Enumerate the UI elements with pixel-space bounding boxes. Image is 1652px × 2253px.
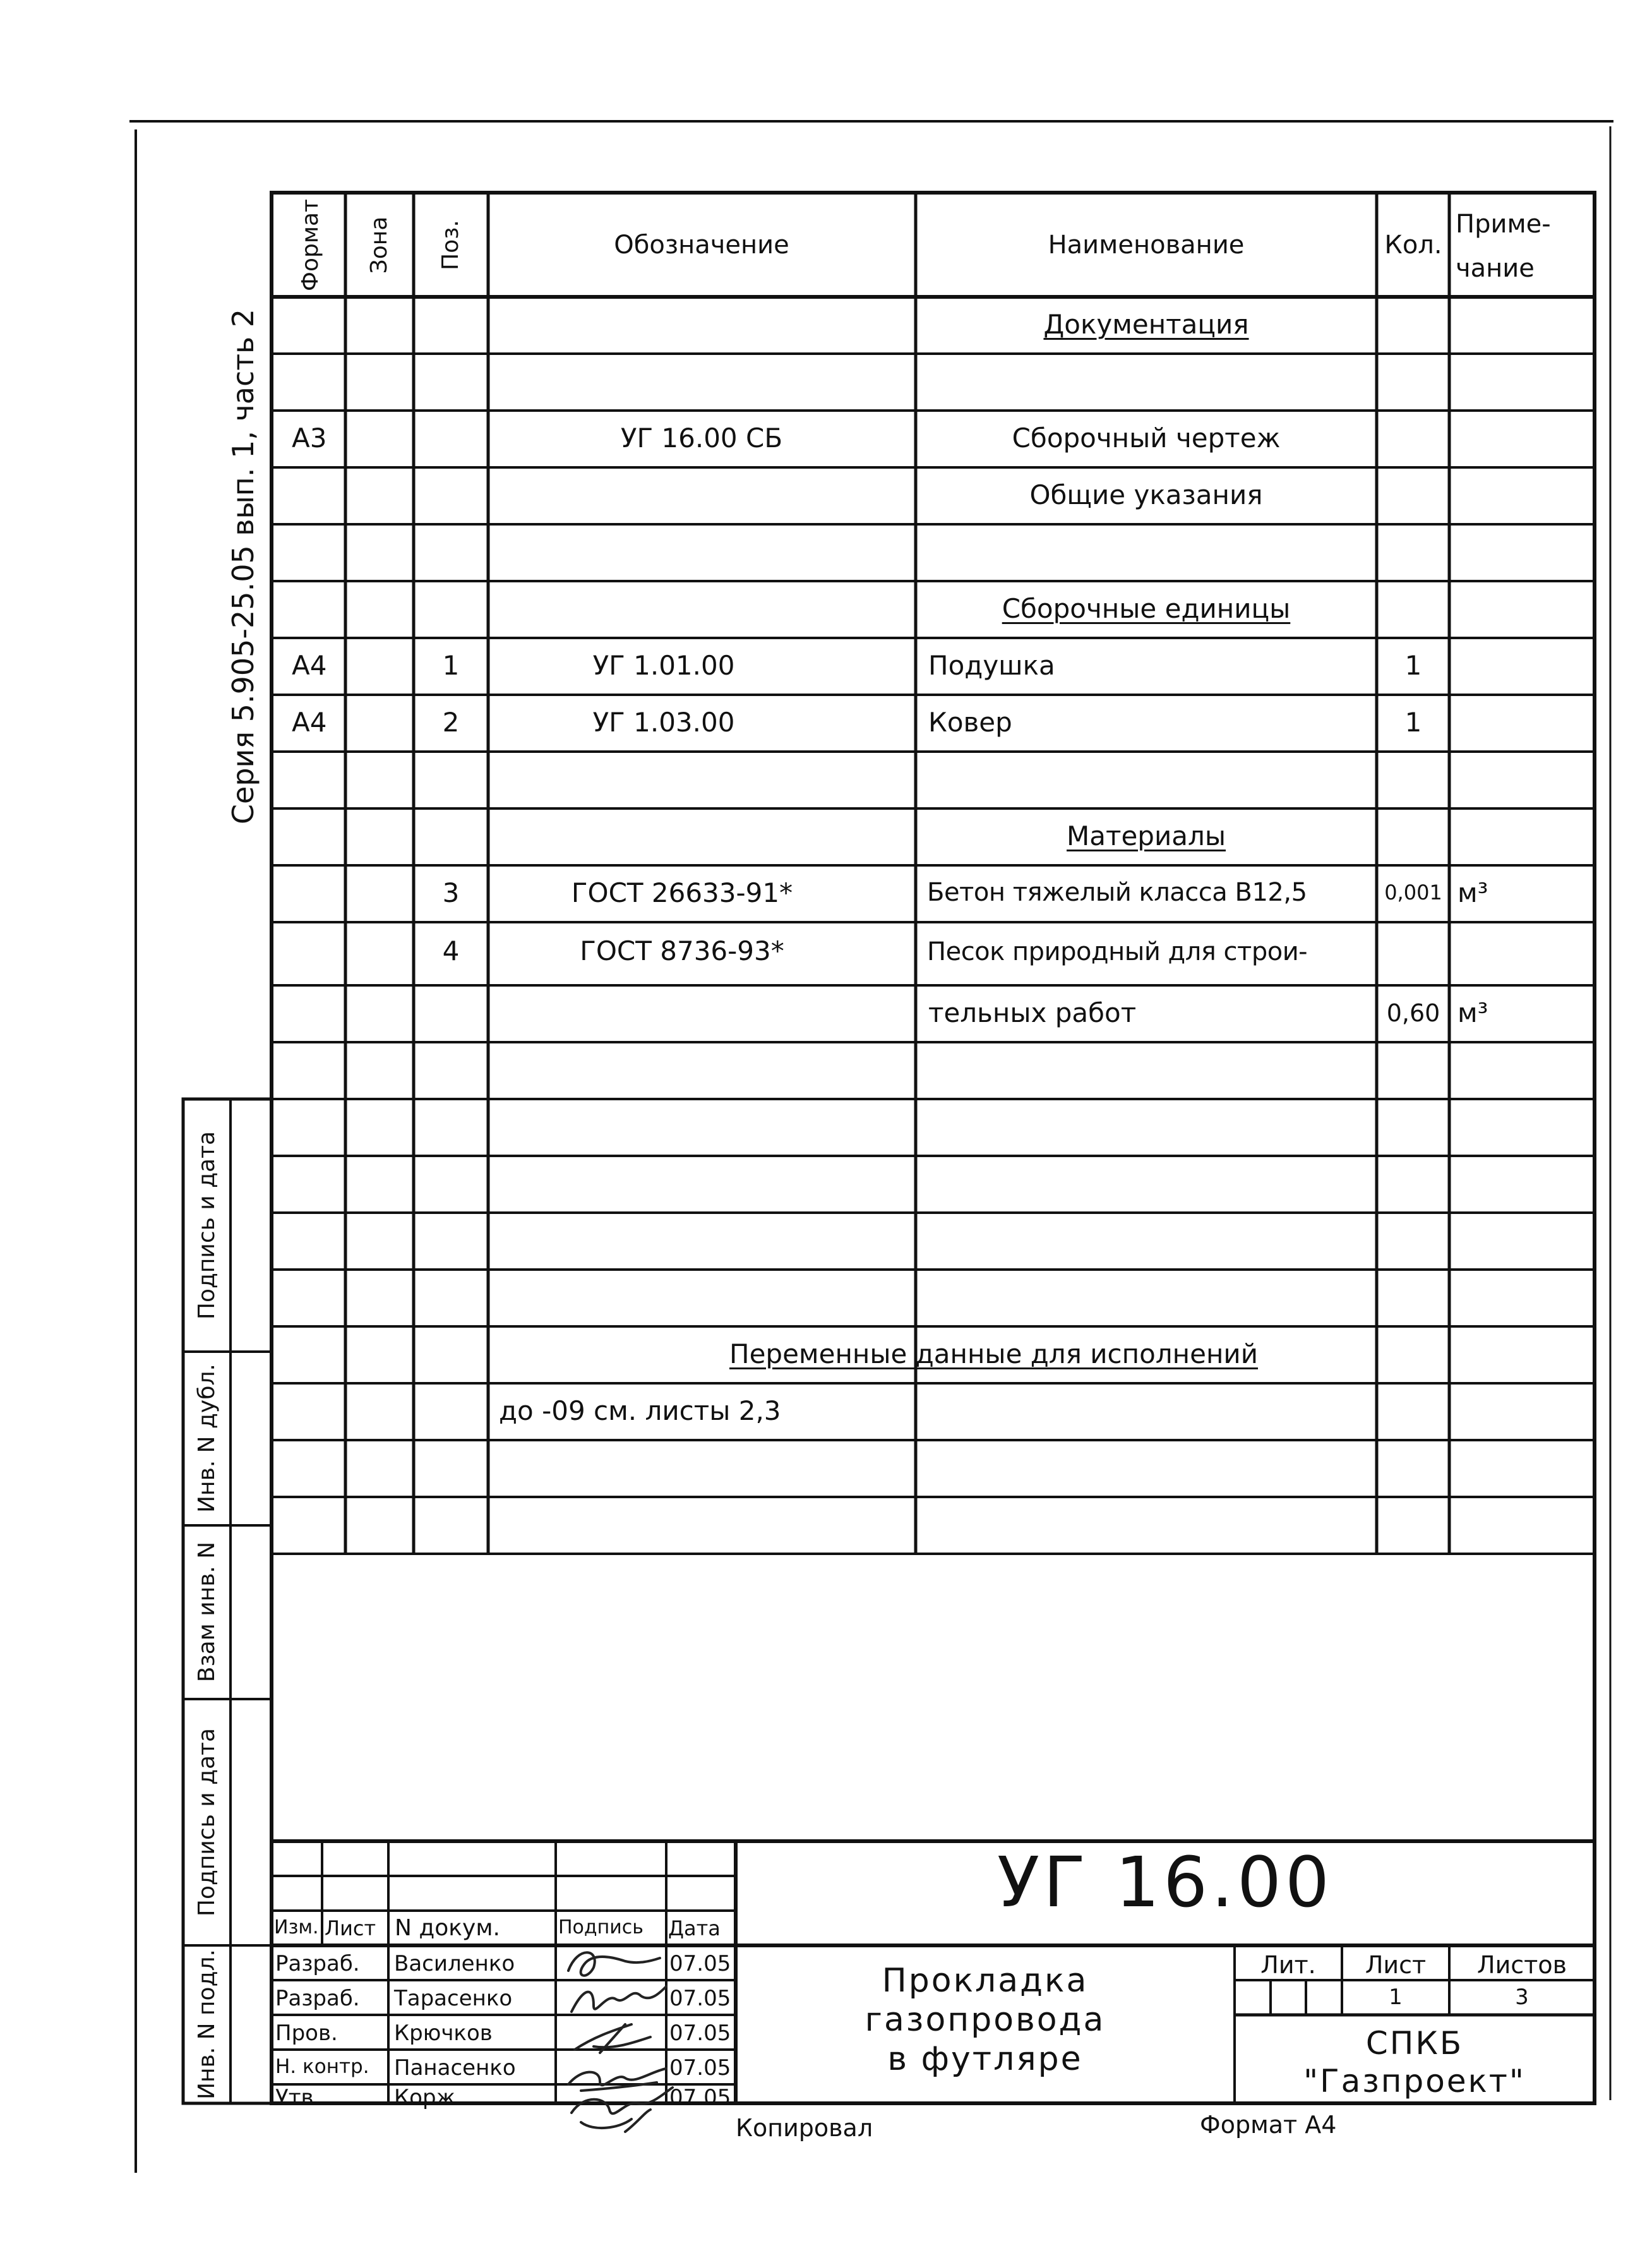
title-line: Прокладка xyxy=(882,1962,1089,2000)
section-heading-documentation: Документация xyxy=(1043,309,1249,340)
footer-copied: Копировал xyxy=(736,2114,873,2142)
title-line: в футляре xyxy=(887,2040,1083,2078)
signer-date: 07.05 xyxy=(669,2055,731,2081)
row-pos: 3 xyxy=(442,877,460,908)
section-heading-assembly-units: Сборочные единицы xyxy=(1002,593,1291,624)
signer-name: Панасенко xyxy=(394,2055,516,2081)
row-designation: ГОСТ 26633-91* xyxy=(571,877,793,908)
header-name: Наименование xyxy=(1048,231,1245,260)
tb-col-date: Дата xyxy=(668,1916,721,1940)
sheets-label: Листов xyxy=(1477,1951,1567,1979)
signer-role: Пров. xyxy=(275,2021,338,2046)
series-label: Серия 5.905-25.05 вып. 1, часть 2 xyxy=(226,308,260,825)
signer-role: Н. контр. xyxy=(275,2055,369,2078)
signer-date: 07.05 xyxy=(669,1986,731,2011)
side-label-sign-date: Подпись и дата xyxy=(194,1131,220,1320)
row-name: Песок природный для строи- xyxy=(927,937,1308,966)
title-line: газопровода xyxy=(865,2001,1106,2039)
section-heading-materials: Материалы xyxy=(1067,820,1226,851)
header-pos: Поз. xyxy=(438,220,464,270)
row-pos: 1 xyxy=(442,650,460,681)
side-label-vzam-inv: Взам инв. N xyxy=(194,1541,220,1683)
row-name: Бетон тяжелый класса В12,5 xyxy=(927,878,1307,907)
side-label-inv-podl: Инв. N подл. xyxy=(194,1949,220,2100)
side-label-sign-date: Подпись и дата xyxy=(194,1727,220,1917)
tb-col-signature: Подпись xyxy=(558,1916,643,1938)
row-qty: 1 xyxy=(1404,650,1422,681)
signer-name: Тарасенко xyxy=(394,1986,513,2011)
header-qty: Кол. xyxy=(1384,231,1442,260)
row-name: Общие указания xyxy=(1029,479,1263,510)
row-name: Подушка xyxy=(928,650,1055,681)
row-note: м³ xyxy=(1457,997,1488,1028)
row-designation: УГ 16.00 СБ xyxy=(620,423,783,454)
signature-scribbles xyxy=(556,1942,682,2135)
header-designation: Обозначение xyxy=(614,231,789,260)
tb-col-izm: Изм. xyxy=(274,1916,319,1938)
header-note-line2: чание xyxy=(1456,254,1535,283)
signer-role: Утв. xyxy=(275,2085,321,2110)
org-name-line1: СПКБ xyxy=(1365,2025,1464,2062)
tb-col-list: Лист xyxy=(325,1916,376,1940)
org-name-line2: "Газпроект" xyxy=(1303,2063,1526,2100)
signer-date: 07.05 xyxy=(669,1951,731,1976)
doc-code: УГ 16.00 xyxy=(997,1842,1333,1923)
signer-date: 07.05 xyxy=(669,2085,731,2110)
variable-data-heading: Переменные данные для исполнений xyxy=(729,1338,1259,1369)
footer-format: Формат А4 xyxy=(1200,2111,1337,2139)
row-format: А4 xyxy=(292,707,327,738)
side-label-inv-dubl: Инв. N дубл. xyxy=(194,1364,220,1513)
signer-date: 07.05 xyxy=(669,2021,731,2046)
row-designation: ГОСТ 8736-93* xyxy=(580,935,784,966)
row-designation: УГ 1.01.00 xyxy=(592,650,735,681)
row-qty: 0,001 xyxy=(1384,880,1442,904)
row-qty: 0,60 xyxy=(1386,999,1440,1027)
header-format: Формат xyxy=(297,198,323,292)
row-pos: 2 xyxy=(442,707,460,738)
row-note: м³ xyxy=(1457,877,1488,908)
row-name: Сборочный чертеж xyxy=(1012,423,1281,454)
sheets-count: 3 xyxy=(1515,1985,1529,2010)
row-format: А4 xyxy=(292,650,327,681)
variable-data-line: до -09 см. листы 2,3 xyxy=(499,1395,781,1426)
signer-name: Крючков xyxy=(394,2021,493,2046)
row-pos: 4 xyxy=(442,935,460,966)
row-name: тельных работ xyxy=(928,997,1137,1028)
signer-name: Корж xyxy=(394,2085,456,2110)
lit-label: Лит. xyxy=(1260,1951,1316,1979)
tb-col-doc-num: N докум. xyxy=(395,1915,500,1941)
row-qty: 1 xyxy=(1404,707,1422,738)
header-note-line1: Приме- xyxy=(1456,210,1551,239)
row-name: Ковер xyxy=(928,707,1012,738)
sheet-label: Лист xyxy=(1365,1951,1427,1979)
signer-role: Разраб. xyxy=(275,1951,360,1976)
header-zone: Зона xyxy=(366,216,392,274)
row-designation: УГ 1.03.00 xyxy=(592,707,735,738)
signer-name: Василенко xyxy=(394,1951,515,1976)
sheet-number: 1 xyxy=(1389,1985,1403,2010)
row-format: А3 xyxy=(292,423,327,454)
signer-role: Разраб. xyxy=(275,1986,360,2011)
